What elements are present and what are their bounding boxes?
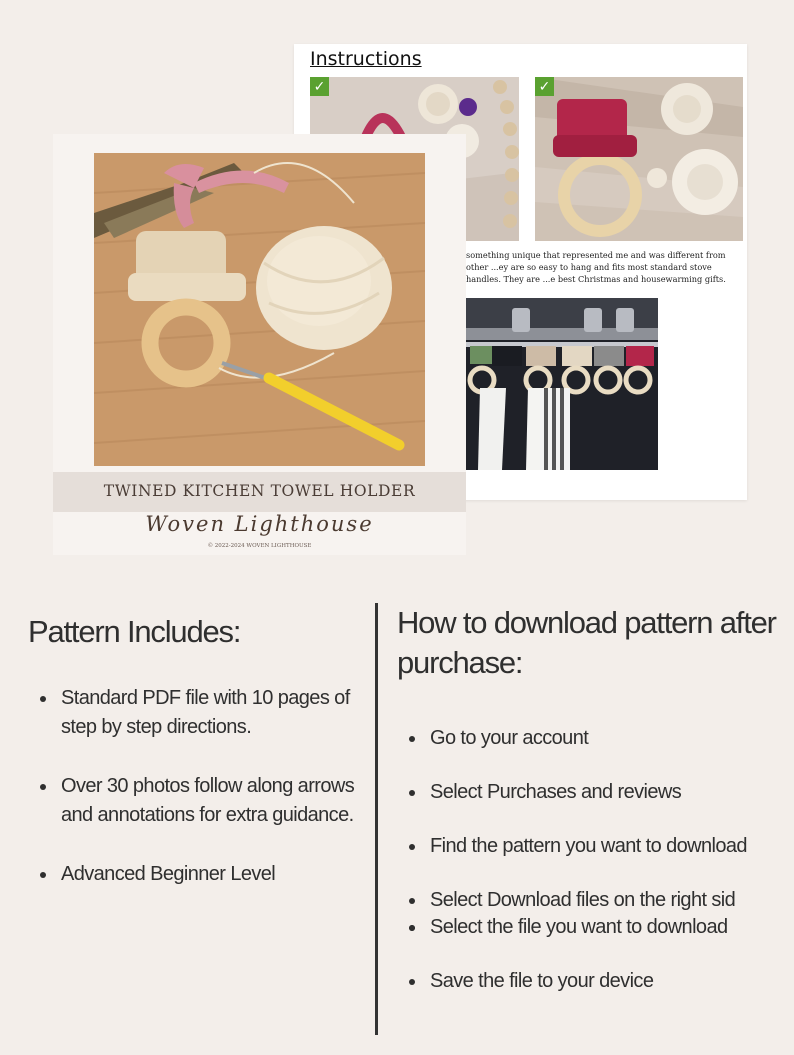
check-icon: ✓ bbox=[310, 77, 329, 96]
list-item: Save the file to your device bbox=[397, 967, 777, 994]
list-item: Select Download files on the right sid bbox=[397, 886, 777, 913]
stove-towel-holders-photo bbox=[466, 298, 658, 470]
list-item: Standard PDF file with 10 pages of step by step directions. bbox=[28, 684, 373, 742]
pattern-cover-preview bbox=[53, 134, 466, 555]
list-item: Advanced Beginner Level bbox=[28, 860, 373, 889]
copyright-text: © 2022-2024 WOVEN LIGHTHOUSE bbox=[207, 543, 312, 549]
pattern-includes-heading: Pattern Includes: bbox=[28, 614, 241, 649]
pattern-includes-list bbox=[28, 684, 373, 889]
column-divider bbox=[375, 603, 378, 1035]
instructions-paragraph: something unique that represented me and was different from other ...ey are so easy to hang and fits most standard stove handles. They are ...e best Christmas and housewarming gifts. bbox=[466, 250, 726, 284]
list-item: Find the pattern you want to download bbox=[397, 832, 777, 859]
cover-title-band bbox=[53, 472, 466, 512]
instructions-title: Instructions bbox=[310, 48, 422, 70]
how-to-download-heading: How to download pattern after purchase: bbox=[397, 605, 776, 680]
list-item: Over 30 photos follow along arrows and annotations for extra guidance. bbox=[28, 772, 373, 830]
pattern-includes-section bbox=[28, 612, 373, 919]
list-item: Go to your account bbox=[397, 724, 777, 751]
crochet-cover-photo bbox=[535, 77, 743, 241]
cover-photo bbox=[94, 153, 425, 466]
list-item: Select the file you want to download bbox=[397, 913, 777, 940]
how-to-download-section bbox=[397, 603, 777, 1021]
list-item: Select Purchases and reviews bbox=[397, 778, 777, 805]
brand-logo: Woven Lighthouse bbox=[145, 512, 374, 536]
download-steps-list bbox=[397, 724, 777, 994]
check-icon: ✓ bbox=[535, 77, 554, 96]
cover-title: TWINED KITCHEN TOWEL HOLDER bbox=[103, 482, 416, 500]
